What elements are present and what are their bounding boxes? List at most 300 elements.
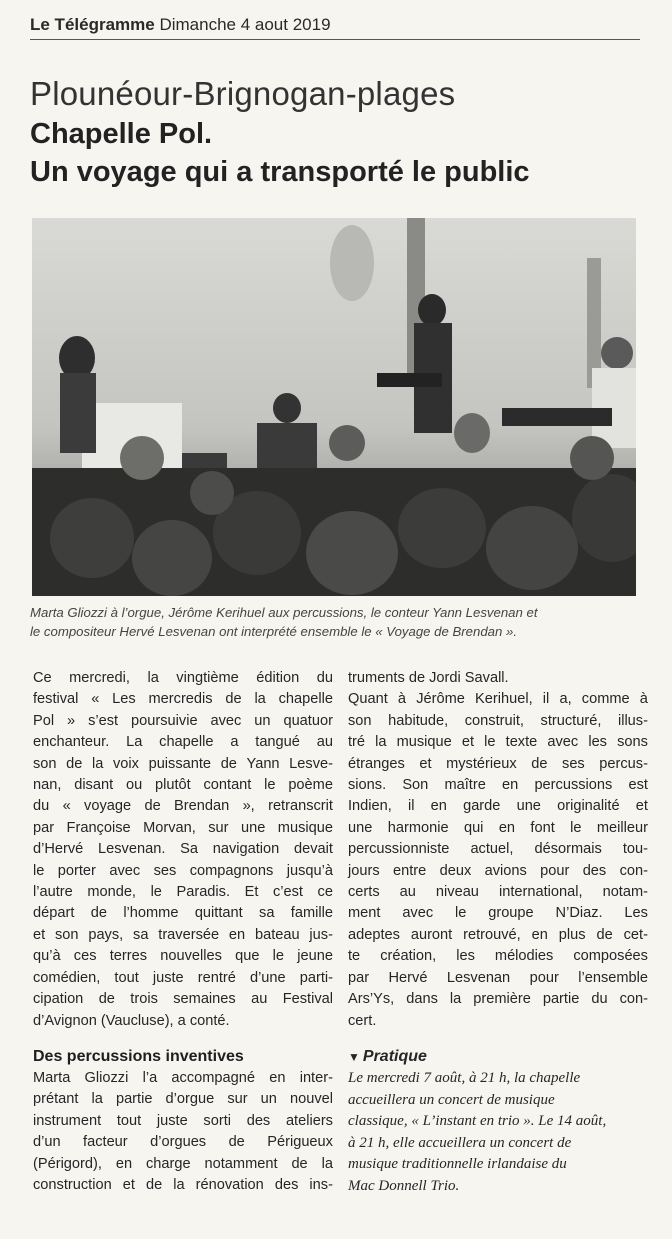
word: sur (227, 1091, 248, 1108)
word: des (274, 1176, 299, 1193)
word: habitude, (388, 712, 449, 729)
concert-photo-illustration (32, 218, 636, 596)
word: sons (617, 734, 648, 751)
word: de (531, 755, 548, 772)
newspaper-name: Le Télégramme (30, 15, 155, 34)
word: vingtième (176, 670, 239, 686)
word: à (639, 691, 648, 708)
body-line (33, 689, 333, 710)
body-line (348, 925, 648, 946)
concert-photo (32, 218, 636, 596)
word: qu’à (33, 948, 61, 965)
word: de (98, 991, 115, 1008)
word: ce (317, 884, 333, 901)
word: percussions (534, 777, 613, 794)
body-line (33, 903, 333, 924)
word: porter (57, 862, 96, 879)
word: illus- (617, 712, 648, 729)
word: la (147, 670, 159, 686)
word: partie (115, 1091, 153, 1108)
word: adeptes (348, 926, 400, 943)
word: semaines (173, 991, 236, 1008)
word: voix (113, 755, 139, 772)
body-line: cert. (348, 1012, 377, 1029)
caption-line-2: le compositeur Hervé Lesvenan ont interprété ensemble le « Voyage de Brendan ». (30, 624, 518, 639)
body-line (348, 711, 648, 732)
word: de (225, 691, 242, 708)
word: entre (392, 862, 427, 879)
word: en (269, 1069, 286, 1086)
word: deux (439, 862, 472, 879)
word: notamment (204, 1155, 278, 1172)
word: mercredis (148, 691, 213, 708)
body-line (33, 968, 333, 989)
word: le (570, 819, 582, 836)
word: voyage (84, 798, 132, 815)
word: de (66, 755, 83, 772)
body-line (33, 818, 333, 839)
word: les (588, 734, 607, 751)
body-line (33, 1089, 333, 1110)
body-line (348, 775, 648, 796)
body-line (348, 989, 648, 1010)
word: contant (203, 777, 252, 794)
word: et (461, 734, 475, 751)
word: maître (444, 777, 486, 794)
word: en (531, 926, 548, 943)
word: du (33, 798, 50, 815)
word: meilleur (596, 819, 648, 836)
word: édition (256, 670, 300, 686)
word: cipation (33, 991, 84, 1008)
article-column-right (348, 668, 648, 1197)
word: du (316, 670, 333, 686)
word: avec (402, 905, 434, 922)
body-line (348, 754, 648, 775)
word: avec (109, 862, 141, 879)
word: certs (348, 884, 380, 901)
word: construction (33, 1176, 112, 1193)
word: disant (74, 777, 114, 794)
word: ment (348, 905, 381, 922)
word: con- (619, 991, 648, 1008)
word: jus- (309, 926, 333, 943)
word: départ (33, 905, 75, 922)
word: une (240, 819, 266, 836)
word: tré (348, 734, 366, 751)
word: rénovation (195, 1176, 264, 1193)
word: con- (619, 862, 648, 879)
word: nouvel (289, 1091, 333, 1108)
word: ateliers (285, 1112, 333, 1129)
word: par (348, 969, 370, 986)
word: auront (410, 926, 453, 943)
word: te (348, 948, 361, 965)
word: son (33, 755, 57, 772)
pratique-line: à 21 h, elle accueillera un concert de (348, 1134, 572, 1151)
word: poème (288, 777, 333, 794)
word: en (502, 777, 519, 794)
headline-line-1: Chapelle Pol. (30, 118, 213, 150)
word: musique (277, 819, 333, 836)
word: Paradis. (176, 884, 231, 901)
word: Lesvenan (446, 969, 511, 986)
word: ou (125, 777, 143, 794)
word: en (228, 926, 246, 943)
word: structuré, (540, 712, 602, 729)
word: mystérieux (446, 755, 517, 772)
word: Hervé (388, 969, 428, 986)
word: des (246, 1112, 271, 1129)
body-line (33, 775, 333, 796)
body-line (348, 861, 648, 882)
word: la (321, 1155, 333, 1172)
word: instrument (33, 1112, 102, 1129)
word: pour (540, 862, 570, 879)
word: festival (33, 691, 79, 708)
word: la (254, 691, 266, 708)
word: à (397, 691, 407, 708)
word: les (456, 948, 475, 965)
body-line (33, 839, 333, 860)
body-line (33, 1154, 333, 1175)
word: Quant (348, 691, 388, 708)
word: l’ensemble (578, 969, 648, 986)
word: (Périgord), (33, 1155, 102, 1172)
word: famille (290, 905, 333, 922)
word: construit, (464, 712, 524, 729)
word: un (254, 712, 271, 729)
word: l’homme (123, 905, 179, 922)
word: tout (116, 1112, 142, 1129)
word: groupe (488, 905, 534, 922)
word: avec (210, 712, 242, 729)
word: et (33, 926, 46, 943)
word: l’a (142, 1069, 158, 1086)
word: Yann (246, 755, 280, 772)
word: Sa (180, 841, 198, 858)
word: Les (112, 691, 136, 708)
body-line (33, 732, 333, 753)
word: mélodies (494, 948, 554, 965)
word: son (348, 712, 372, 729)
word: la (91, 1091, 103, 1108)
word: pour (529, 969, 559, 986)
word: plus (558, 926, 586, 943)
body-line (33, 946, 333, 967)
word: avec (547, 734, 579, 751)
word: Lesve- (289, 755, 333, 772)
body-line (348, 732, 648, 753)
word: s’est (88, 712, 119, 729)
word: « (91, 691, 100, 708)
word: Pol (33, 712, 55, 729)
word: et (122, 1176, 135, 1193)
word: le (33, 862, 45, 879)
word: d’Hervé (33, 841, 84, 858)
pratique-box (348, 1068, 648, 1198)
word: d’un (33, 1134, 61, 1151)
article-locality: Plounéour-Brignogan-plages (30, 75, 456, 112)
word: il (542, 691, 550, 708)
word: sions. (348, 777, 387, 794)
word: ses (153, 862, 177, 879)
pratique-line: Mac Donnell Trio. (348, 1177, 460, 1194)
pratique-line: Le mercredi 7 août, à 21 h, la chapelle (348, 1069, 581, 1086)
word: de (220, 755, 237, 772)
word: Son (402, 777, 429, 794)
word: la (375, 734, 387, 751)
word: le (484, 734, 496, 751)
word: le (455, 905, 467, 922)
word: prétant (33, 1091, 79, 1108)
word: retrouvé, (463, 926, 521, 943)
issue-date: Dimanche 4 aout 2019 (159, 15, 331, 34)
word: sorti (203, 1112, 231, 1129)
word: traversée (158, 926, 220, 943)
word: Et (244, 884, 259, 901)
word: Gliozzi (84, 1069, 129, 1086)
word: comédien, (33, 969, 101, 986)
word: création, (380, 948, 437, 965)
word: chapelle (278, 691, 333, 708)
word: un (260, 1091, 277, 1108)
word: mercredi, (69, 670, 130, 686)
word: trois (130, 991, 158, 1008)
word: nouvelles (160, 948, 222, 965)
word: la (173, 1176, 185, 1193)
word: pays, (88, 926, 124, 943)
word: le (272, 948, 285, 965)
word: Jérôme (416, 691, 465, 708)
word: Ce (33, 670, 52, 686)
word: de (144, 798, 161, 815)
word: jours (348, 862, 380, 879)
word: notam- (602, 884, 648, 901)
word: ins- (309, 1176, 333, 1193)
photo-caption (30, 603, 645, 641)
word: avions (484, 862, 527, 879)
body-line (33, 754, 333, 775)
pratique-line: accueillera un concert de musique (348, 1091, 555, 1108)
word: accompagné (171, 1069, 255, 1086)
word: parti- (299, 969, 333, 986)
word: bateau (254, 926, 300, 943)
word: harmonie (387, 819, 449, 836)
word: désormais (534, 841, 602, 858)
pratique-line: musique traditionnelle irlandaise du (348, 1156, 567, 1173)
word: », (242, 798, 255, 815)
word: texte (505, 734, 538, 751)
word: au (251, 991, 268, 1008)
word: Festival (282, 991, 333, 1008)
word: du (591, 991, 608, 1008)
word: de (228, 1134, 245, 1151)
body-line (33, 1068, 333, 1089)
pratique-heading (348, 1046, 648, 1068)
word: facteur (83, 1134, 128, 1151)
article-headline (30, 115, 650, 191)
word: par (33, 819, 55, 836)
word: puissante (148, 755, 212, 772)
body-line (348, 946, 648, 967)
word: jeune (297, 948, 333, 965)
word: a, (559, 691, 572, 708)
word: terres (109, 948, 148, 965)
triangle-down-icon: ▼ (348, 1049, 360, 1064)
word: monde, (87, 884, 136, 901)
body-line (348, 882, 648, 903)
word: inter- (299, 1069, 333, 1086)
word: international, (498, 884, 583, 901)
word: enchanteur. (33, 734, 110, 751)
word: la (449, 991, 462, 1008)
word: de (596, 926, 613, 943)
word: font (530, 819, 555, 836)
word: d’orgues (150, 1134, 207, 1151)
word: au (316, 734, 333, 751)
word: dans (406, 991, 438, 1008)
word: tout (114, 969, 139, 986)
word: en (430, 798, 447, 815)
word: Morvan, (143, 819, 196, 836)
word: La (126, 734, 143, 751)
word: que (235, 948, 260, 965)
section-subhead: Des percussions inventives (33, 1047, 244, 1065)
pratique-line: classique, « L’instant en trio ». Le 14 août, (348, 1113, 607, 1130)
word: de (145, 1176, 163, 1193)
word: compagnons (189, 862, 274, 879)
word: Marta (33, 1069, 71, 1086)
word: jusqu’à (286, 862, 333, 879)
body-line (33, 1132, 333, 1153)
word: quatuor (283, 712, 333, 729)
word: actuel, (470, 841, 514, 858)
word: plutôt (154, 777, 191, 794)
word: devait (294, 841, 333, 858)
word: Périgueux (267, 1134, 333, 1151)
word: chapelle (159, 734, 214, 751)
article-column-left (33, 668, 333, 1196)
word: a (230, 734, 239, 751)
body-line (33, 861, 333, 882)
body-line (33, 1175, 333, 1196)
word: percus- (599, 755, 648, 772)
word: sa (133, 926, 149, 943)
word: juste (152, 969, 184, 986)
body-line: d’Avignon (Vaucluse), a conté. (33, 1012, 230, 1029)
word: poursuivie (131, 712, 198, 729)
word: nan, (33, 777, 62, 794)
word: cet- (623, 926, 648, 943)
word: N’Diaz. (555, 905, 603, 922)
word: garde (463, 798, 501, 815)
word: composées (573, 948, 648, 965)
word: d’une (249, 969, 286, 986)
word: Françoise (66, 819, 131, 836)
word: une (516, 798, 541, 815)
word: son (54, 926, 79, 943)
word: d’orgue (165, 1091, 215, 1108)
word: une (348, 819, 373, 836)
body-line (33, 925, 333, 946)
word: rentré (197, 969, 236, 986)
word: Indien, (348, 798, 392, 815)
word: tou- (622, 841, 648, 858)
word: il (408, 798, 415, 815)
word: tangué (255, 734, 300, 751)
body-line (348, 689, 648, 710)
word: musique (396, 734, 452, 751)
word: et (635, 798, 648, 815)
body-line: truments de Jordi Savall. (348, 670, 509, 686)
body-line (33, 796, 333, 817)
body-line (348, 903, 648, 924)
word: et (419, 755, 432, 772)
body-line (348, 968, 648, 989)
caption-line-1: Marta Gliozzi à l’orgue, Jérôme Kerihuel aux percussions, le conteur Yann Lesvenan et (30, 605, 538, 620)
word: Ars’Ys, (348, 991, 395, 1008)
pratique-title: Pratique (362, 1047, 427, 1065)
word: le (264, 777, 276, 794)
word: Les (624, 905, 648, 922)
headline-line-2: Un voyage qui a transporté le public (30, 156, 530, 188)
word: navigation (212, 841, 280, 858)
word: de (291, 1155, 308, 1172)
masthead (30, 14, 640, 40)
word: en (115, 1155, 133, 1172)
word: c’est (272, 884, 303, 901)
word: » (67, 712, 76, 729)
body-line (33, 668, 333, 689)
body-line (33, 989, 333, 1010)
word: partie (542, 991, 580, 1008)
word: étranges (348, 755, 405, 772)
body-line (33, 1111, 333, 1132)
word: originalité (557, 798, 620, 815)
word: sa (259, 905, 275, 922)
word: le (150, 884, 162, 901)
word: Brendan (174, 798, 230, 815)
word: est (628, 777, 648, 794)
word: la (92, 755, 104, 772)
word: ces (73, 948, 97, 965)
word: comme (581, 691, 630, 708)
body-line (33, 882, 333, 903)
word: Lesvenan. (98, 841, 166, 858)
body-line (33, 711, 333, 732)
word: percussionniste (348, 841, 450, 858)
word: quittant (194, 905, 243, 922)
word: en (498, 819, 516, 836)
word: Kerihuel, (475, 691, 533, 708)
word: niveau (435, 884, 479, 901)
body-line (348, 796, 648, 817)
word: sur (208, 819, 229, 836)
word: de (90, 905, 107, 922)
word: juste (156, 1112, 188, 1129)
word: l’autre (33, 884, 73, 901)
word: qui (463, 819, 484, 836)
word: « (62, 798, 71, 815)
word: ses (562, 755, 585, 772)
body-line (348, 839, 648, 860)
word: des (582, 862, 607, 879)
body-line (348, 818, 648, 839)
word: retranscrit (268, 798, 333, 815)
word: au (399, 884, 416, 901)
word: charge (145, 1155, 191, 1172)
